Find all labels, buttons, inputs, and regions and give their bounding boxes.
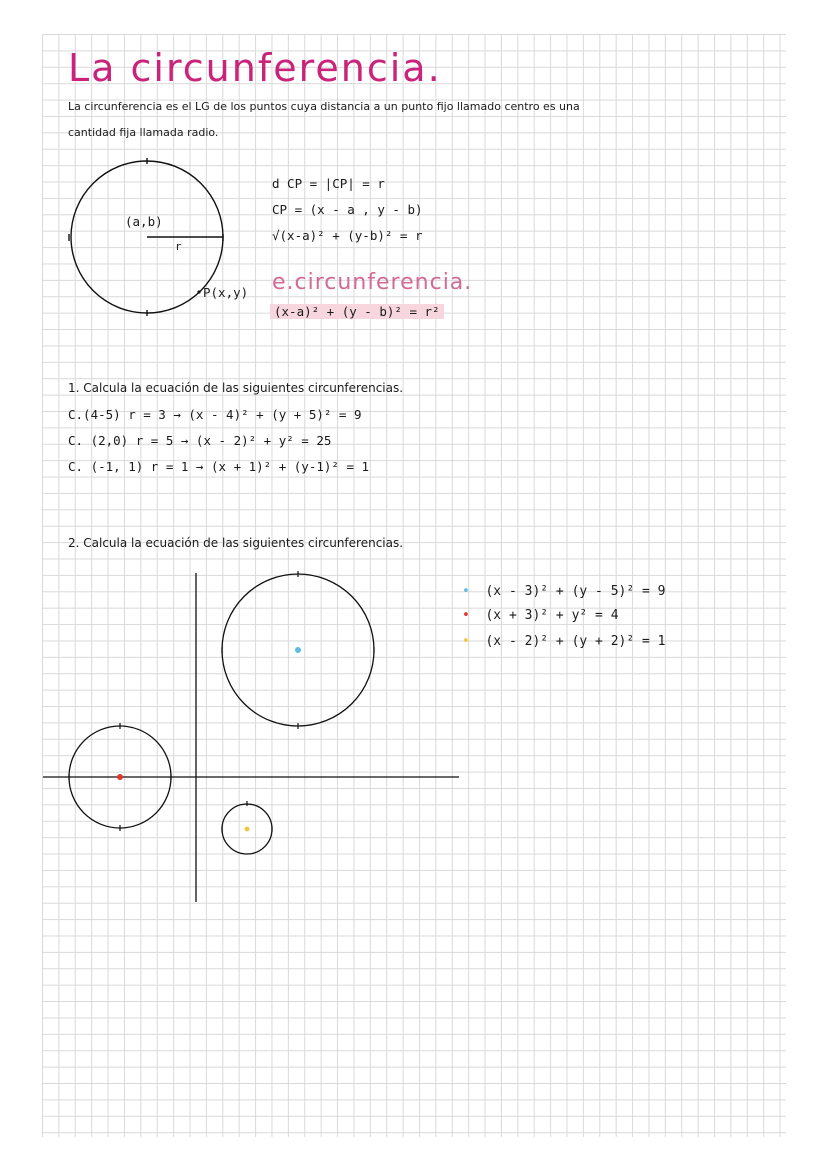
answer-red [462,608,619,623]
point-label: P(x,y) [203,285,249,300]
answer-text: (x + 3)² + y² = 4 [485,608,619,623]
answer-bullet: • [462,608,470,623]
derivation-line-1: d CP = |CP| = r [272,176,385,191]
answer-bullet: • [462,584,470,599]
derivation-line-2: CP = (x - a , y - b) [272,202,423,217]
exercise-1-item: C. (-1, 1) r = 1 → (x + 1)² + (y-1)² = 1 [68,459,370,474]
definition-circle [69,158,223,316]
intro-line-1: La circunferencia es el LG de los puntos cuya distancia a un punto fijo llamado centro es una [68,100,580,113]
center-label: (a,b) [125,214,163,229]
intro-line-2: cantidad fija llamada radio. [68,126,219,139]
equation-formula: (x-a)² + (y - b)² = r² [270,304,444,319]
equation-heading: e.circunferencia. [272,270,473,295]
equation-formula-wrap [270,304,444,319]
radius-label: r [175,240,182,253]
answer-text: (x - 3)² + (y - 5)² = 9 [485,584,666,599]
coordinate-axes [43,573,459,902]
exercise-1-item: C.(4-5) r = 3 → (x - 4)² + (y + 5)² = 9 [68,407,362,422]
exercise-2-heading: 2. Calcula la ecuación de las siguientes circunferencias. [68,536,404,550]
exercise-1-heading: 1. Calcula la ecuación de las siguientes circunferencias. [68,381,404,395]
answer-text: (x - 2)² + (y + 2)² = 1 [485,634,666,649]
circle-yellow [222,801,272,854]
derivation-line-3: √(x-a)² + (y-b)² = r [272,228,423,243]
answer-yellow [462,634,666,649]
answer-blue [462,584,666,599]
circle-blue [222,571,374,729]
answer-bullet: • [462,634,470,649]
exercise-1-item: C. (2,0) r = 5 → (x - 2)² + y² = 25 [68,433,332,448]
page-title: La circunferencia. [68,46,442,90]
